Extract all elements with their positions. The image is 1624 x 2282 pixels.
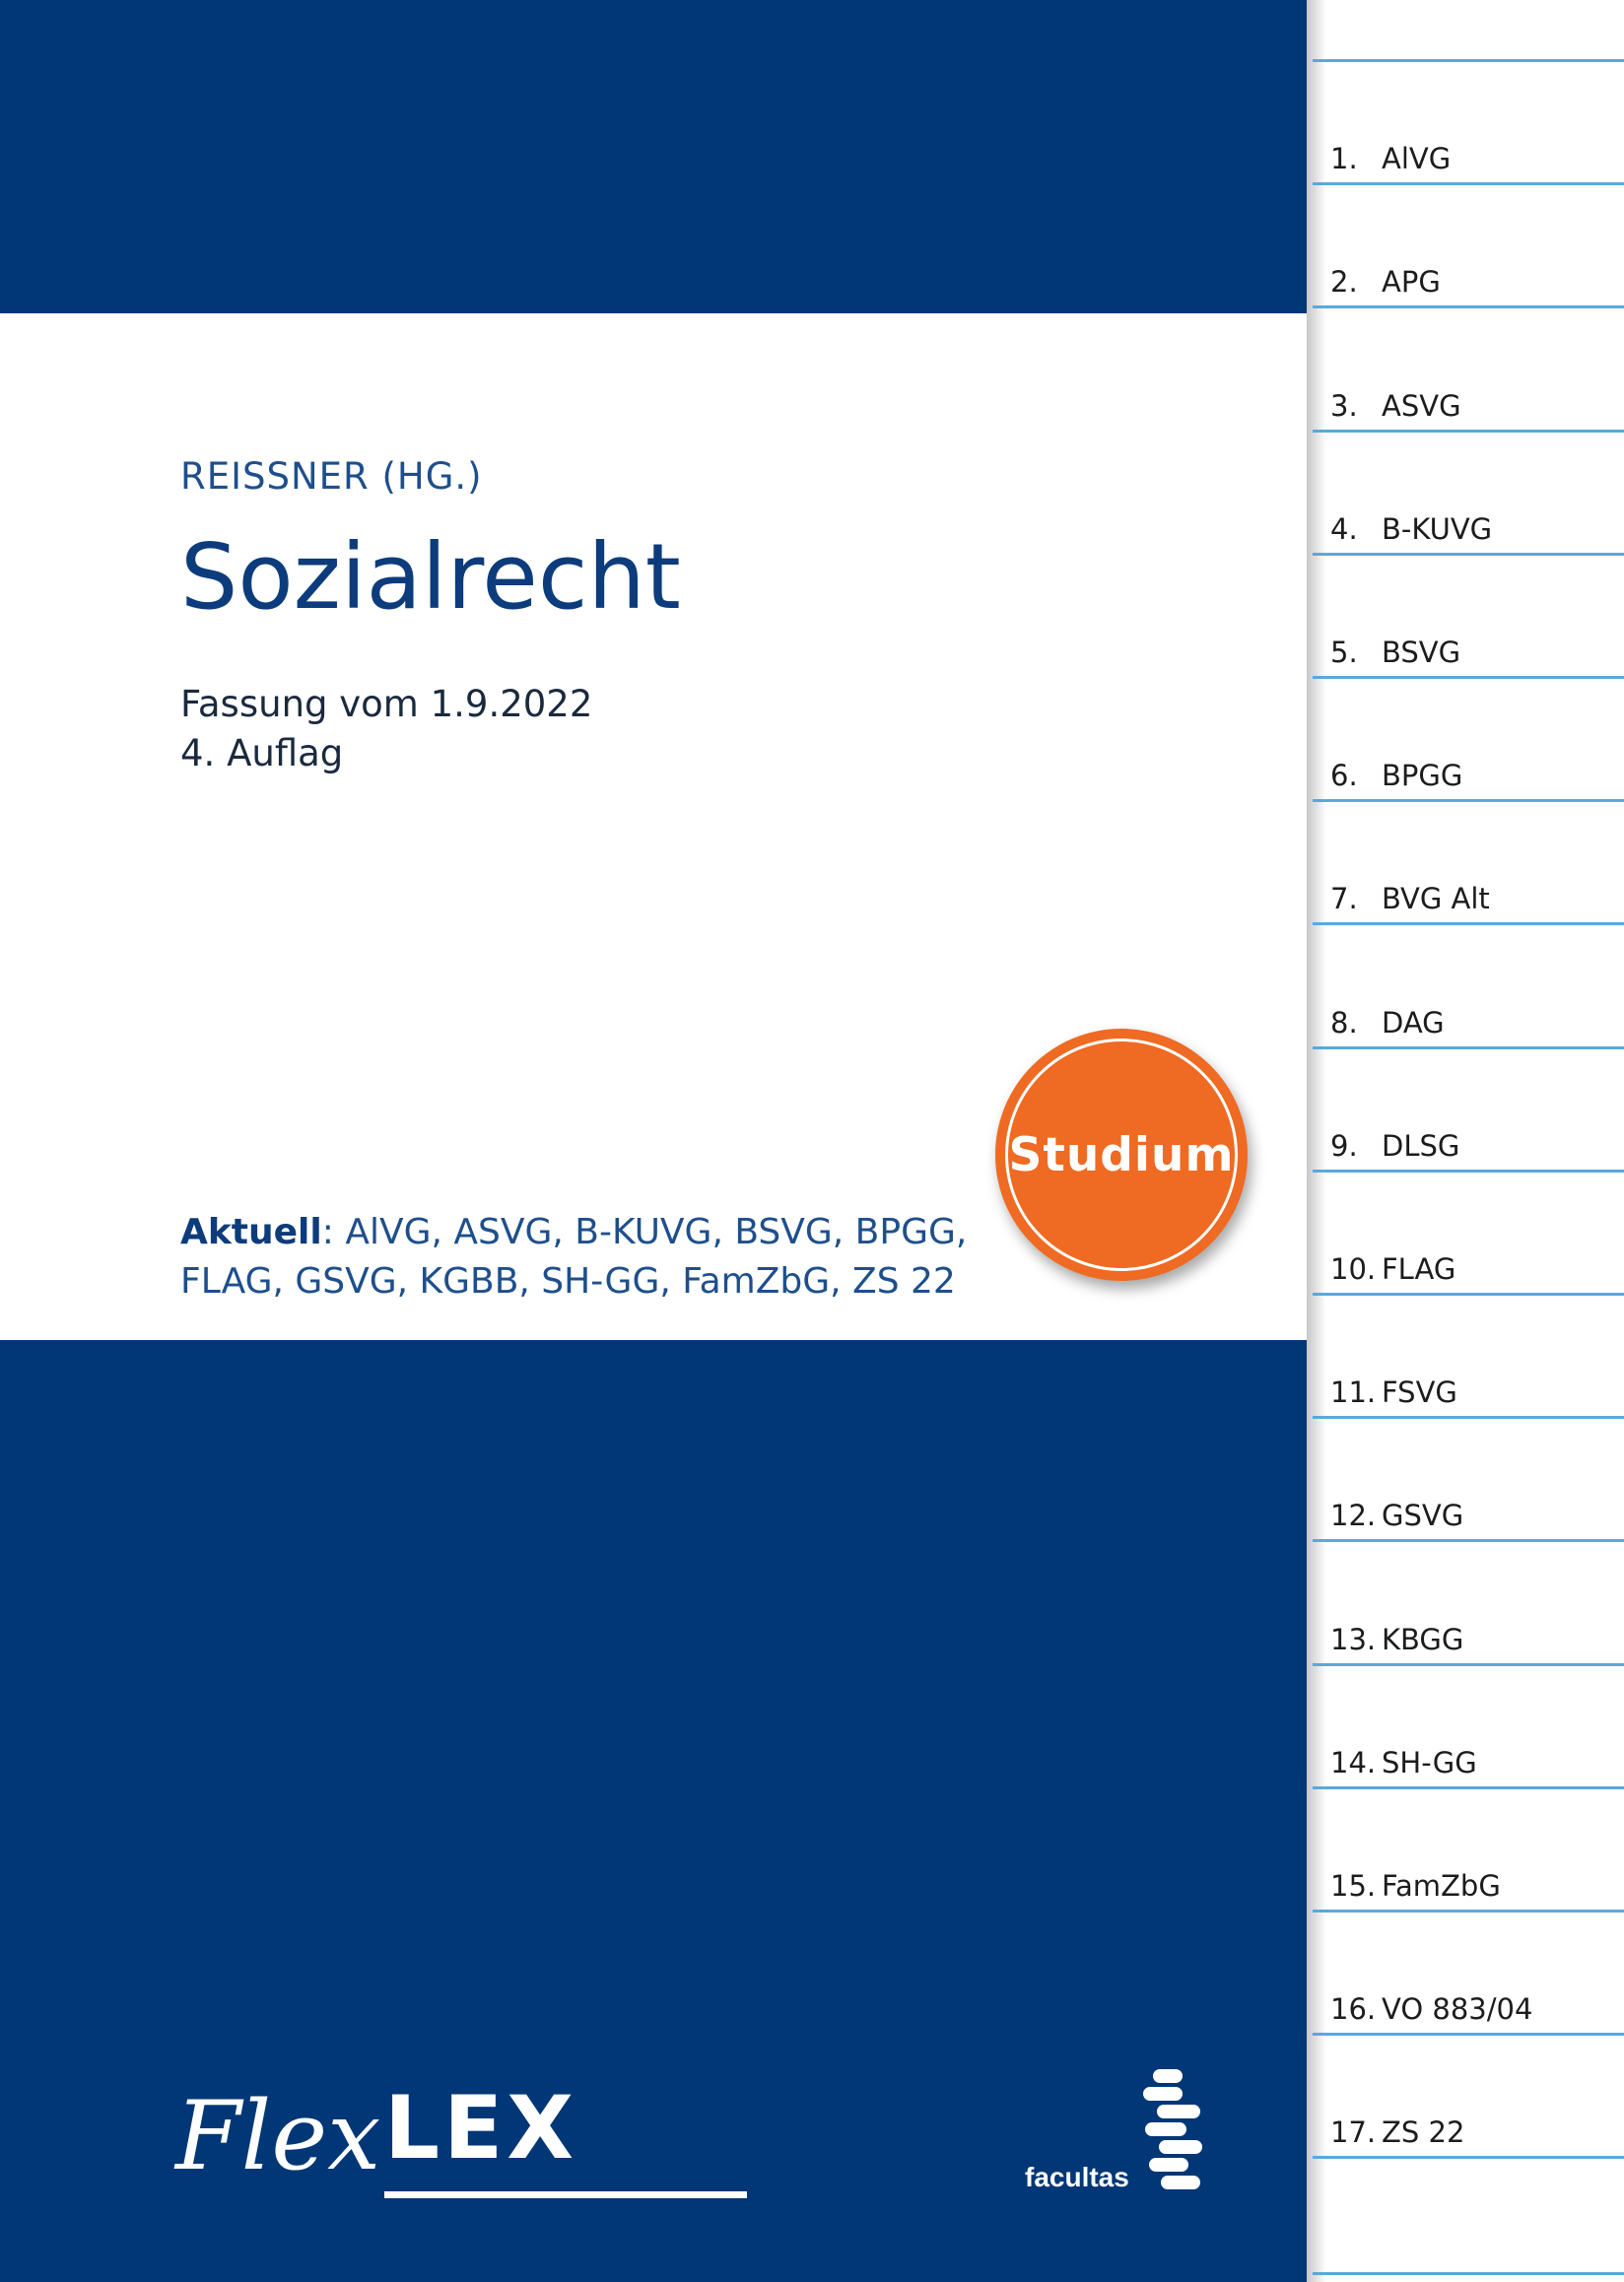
aktuell-label: Aktuell [180, 1212, 322, 1252]
tab-label: FSVG [1382, 1376, 1457, 1410]
tab-divider [1313, 1539, 1624, 1542]
tab-number: 8. [1330, 1005, 1358, 1040]
tab-label: APG [1382, 265, 1441, 300]
register-tabs [1307, 0, 1624, 2282]
tabs-shadow [1307, 0, 1326, 2282]
tab-13[interactable] [1330, 1622, 1463, 1657]
tab-number: 10. [1330, 1252, 1377, 1286]
book-title: Sozialrecht [180, 524, 681, 630]
tab-number: 15. [1330, 1869, 1377, 1903]
tab-label: VO 883/04 [1382, 1992, 1533, 2027]
tab-divider [1313, 1170, 1624, 1173]
tab-divider [1313, 1663, 1624, 1666]
tab-divider [1313, 1293, 1624, 1296]
tab-label: B-KUVG [1382, 511, 1493, 546]
tab-divider [1313, 2156, 1624, 2159]
badge-ring [1005, 1039, 1238, 1271]
tab-divider [1313, 2272, 1624, 2275]
tab-5[interactable] [1330, 635, 1460, 670]
tab-divider [1313, 676, 1624, 679]
tab-17[interactable] [1330, 2114, 1464, 2150]
tab-7[interactable] [1330, 881, 1490, 916]
tab-divider [1313, 1416, 1624, 1419]
tab-number: 6. [1330, 759, 1358, 793]
tab-number: 13. [1330, 1622, 1377, 1656]
tab-9[interactable] [1330, 1128, 1459, 1164]
publisher-name: facultas [1025, 2162, 1129, 2192]
tab-number: 7. [1330, 882, 1358, 916]
tab-divider [1313, 799, 1624, 802]
aktuell-note [180, 1208, 969, 1307]
tab-label: FLAG [1382, 1252, 1456, 1286]
edition-number: 4. Auflag [180, 732, 344, 774]
tab-divider [1313, 2033, 1624, 2036]
tab-number: 4. [1330, 511, 1358, 546]
tab-label: BPGG [1382, 759, 1463, 793]
tab-label: DAG [1382, 1005, 1445, 1040]
facultas-logo [1025, 2067, 1222, 2205]
tab-number: 9. [1330, 1128, 1358, 1163]
tab-divider [1313, 1046, 1624, 1049]
tab-number: 14. [1330, 1745, 1377, 1779]
tab-number: 1. [1330, 142, 1358, 176]
tab-divider [1313, 182, 1624, 185]
tab-2[interactable] [1330, 264, 1441, 300]
aktuell-list: : AlVG, ASVG, B-KUVG, BSVG, BPGG, FLAG, GSVG, KGBB, SH-GG, FamZbG, ZS 22 [180, 1212, 968, 1302]
tab-number: 5. [1330, 636, 1358, 669]
studium-badge [995, 1029, 1248, 1281]
tab-label: ZS 22 [1382, 2115, 1465, 2150]
tab-divider [1313, 305, 1624, 308]
tab-number: 3. [1330, 388, 1358, 423]
tab-3[interactable] [1330, 388, 1461, 424]
tab-label: DLSG [1382, 1128, 1460, 1163]
tab-divider [1313, 59, 1624, 62]
edition-date: Fassung vom 1.9.2022 [180, 683, 593, 725]
top-band [0, 0, 1307, 313]
tab-15[interactable] [1330, 1868, 1501, 1904]
tab-11[interactable] [1330, 1375, 1457, 1410]
tab-number: 12. [1330, 1499, 1377, 1533]
tab-label: FamZbG [1382, 1869, 1501, 1903]
tab-8[interactable] [1330, 1005, 1445, 1040]
tab-number: 2. [1330, 265, 1358, 300]
facultas-stack-icon [1141, 2067, 1206, 2195]
tab-10[interactable] [1330, 1251, 1455, 1287]
edition-info [180, 680, 592, 778]
tab-label: GSVG [1382, 1499, 1464, 1533]
tab-label: BSVG [1382, 636, 1461, 669]
tab-label: AlVG [1382, 142, 1452, 176]
tab-divider [1313, 1910, 1624, 1913]
tab-6[interactable] [1330, 758, 1462, 793]
tab-label: KBGG [1382, 1622, 1464, 1656]
logo-flex-text: Flex [175, 2081, 381, 2191]
tab-12[interactable] [1330, 1498, 1463, 1533]
tab-number: 16. [1330, 1992, 1377, 2027]
tab-label: BVG Alt [1382, 882, 1490, 916]
logo-lex-text: LEX [384, 2077, 578, 2179]
tab-number: 11. [1330, 1376, 1377, 1410]
tab-divider [1313, 922, 1624, 925]
tab-label: SH-GG [1382, 1745, 1477, 1779]
logo-underline [384, 2191, 747, 2198]
editor-name: REISSNER (HG.) [180, 455, 483, 498]
tab-4[interactable] [1330, 511, 1492, 547]
tab-number: 17. [1330, 2115, 1377, 2150]
tab-divider [1313, 1786, 1624, 1789]
tab-14[interactable] [1330, 1745, 1477, 1780]
tab-label: ASVG [1382, 388, 1461, 423]
tab-16[interactable] [1330, 1991, 1532, 2027]
tab-divider [1313, 553, 1624, 556]
tab-divider [1313, 430, 1624, 433]
tab-1[interactable] [1330, 141, 1451, 176]
badge-label: Studium [1008, 1127, 1235, 1182]
